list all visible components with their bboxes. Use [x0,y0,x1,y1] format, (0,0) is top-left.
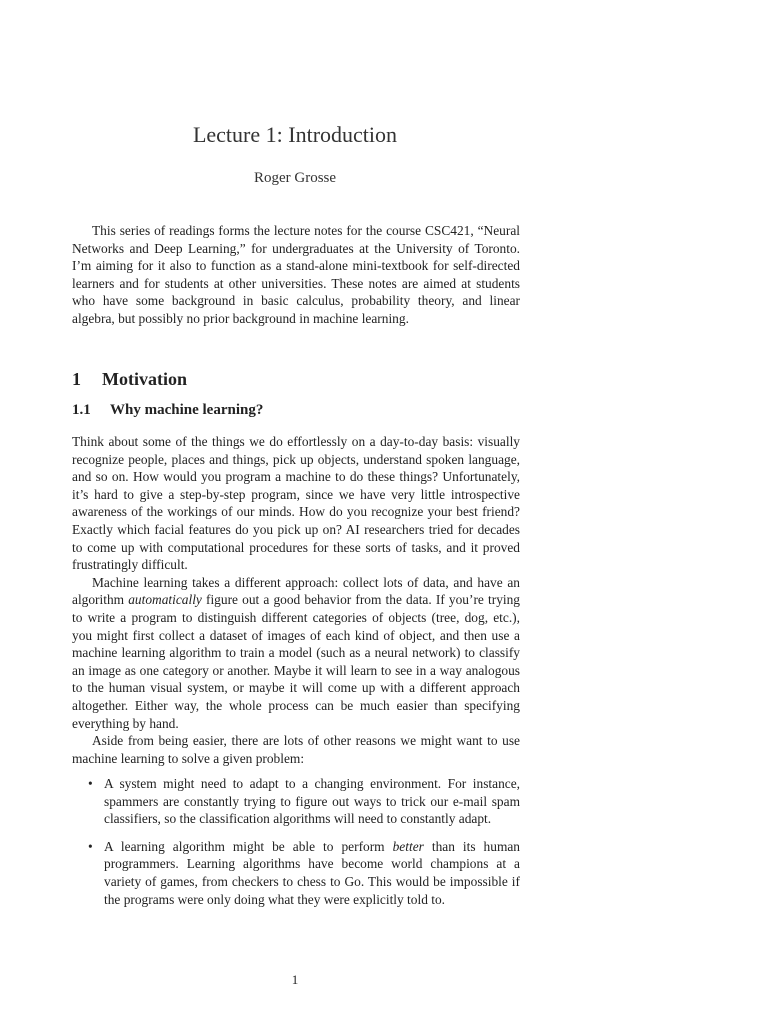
body-text [72,433,520,767]
paragraph-2-part-2: figure out a good behavior from the data. If you’re trying to write a program to distinguish different categories of objects (tree, dog, etc.), you might first collect a dataset of images of each kind of object, and then use a machine learning algorithm to train a model (such as a neural network) to classify an image as one category or another. Maybe it will learn to see in a way analogous to the human visual system, or maybe it will come up with a different approach altogether. Either way, the whole process can be much easier than specifying everything by hand. [72,592,520,731]
abstract-text: This series of readings forms the lecture notes for the course CSC421, “Neural Networks and Deep Learning,” for undergraduates at the University of Toronto. I’m aiming for it also to function as a stand-alone mini-textbook for self-directed learners and for students at other universities. These notes are aimed at students who have some background in basic calculus, probability theory, and linear algebra, but possibly no prior background in machine learning. [72,223,520,326]
paragraph-2-part-1: Machine learning takes a different approach: collect lots of data, and have an algorithm [72,574,520,608]
page-number: 1 [291,972,299,987]
list-item-text-part-2: than its human programmers. Learning algorithms have become world champions at a variety of games, from checkers to chess to Go. This would be impossible if the programs were only doing what they were explicitly told to. [104,838,520,907]
bullet-icon: • [88,776,93,791]
paragraph-2-emphasis: automatically [128,592,202,608]
author-name: Roger Grosse [253,170,337,186]
subsection-heading [72,402,263,419]
list-item-emphasis: better [392,838,424,854]
list-item [88,838,520,908]
reasons-list [88,775,520,918]
list-item-text-part-1: A learning algorithm might be able to perform [104,838,393,854]
page-title: Lecture 1: Introduction [192,122,398,147]
section-number: 1 [72,369,81,389]
subsection-title: Why machine learning? [110,402,264,418]
section-heading [72,369,187,390]
paragraph-3: Aside from being easier, there are lots of other reasons we might want to use machine learning to solve a given problem: [72,733,520,766]
subsection-number: 1.1 [72,402,91,418]
paragraph-1: Think about some of the things we do effortlessly on a day-to-day basis: visually recognize people, places and things, pick up objects, understand spoken language, and so on. How would you program a machine to do these things? Unfortunately, it’s hard to give a step-by-step program, since we have very little introspective awareness of the workings of our minds. How do you recognize your best friend? Exactly which facial features do you pick up on? AI researchers tried for decades to come up with computational procedures for these sorts of tasks, and it proved frustratingly difficult. [72,434,520,573]
list-item [88,775,520,828]
bullet-icon: • [88,838,93,854]
list-item-text: A system might need to adapt to a changing environment. For instance, spammers are constantly trying to figure out ways to trick our e-mail spam classifiers, so the classification algorithms will need to constantly adapt. [104,776,520,827]
paragraph-2 [72,574,520,732]
abstract [72,222,520,328]
section-title: Motivation [102,369,187,389]
